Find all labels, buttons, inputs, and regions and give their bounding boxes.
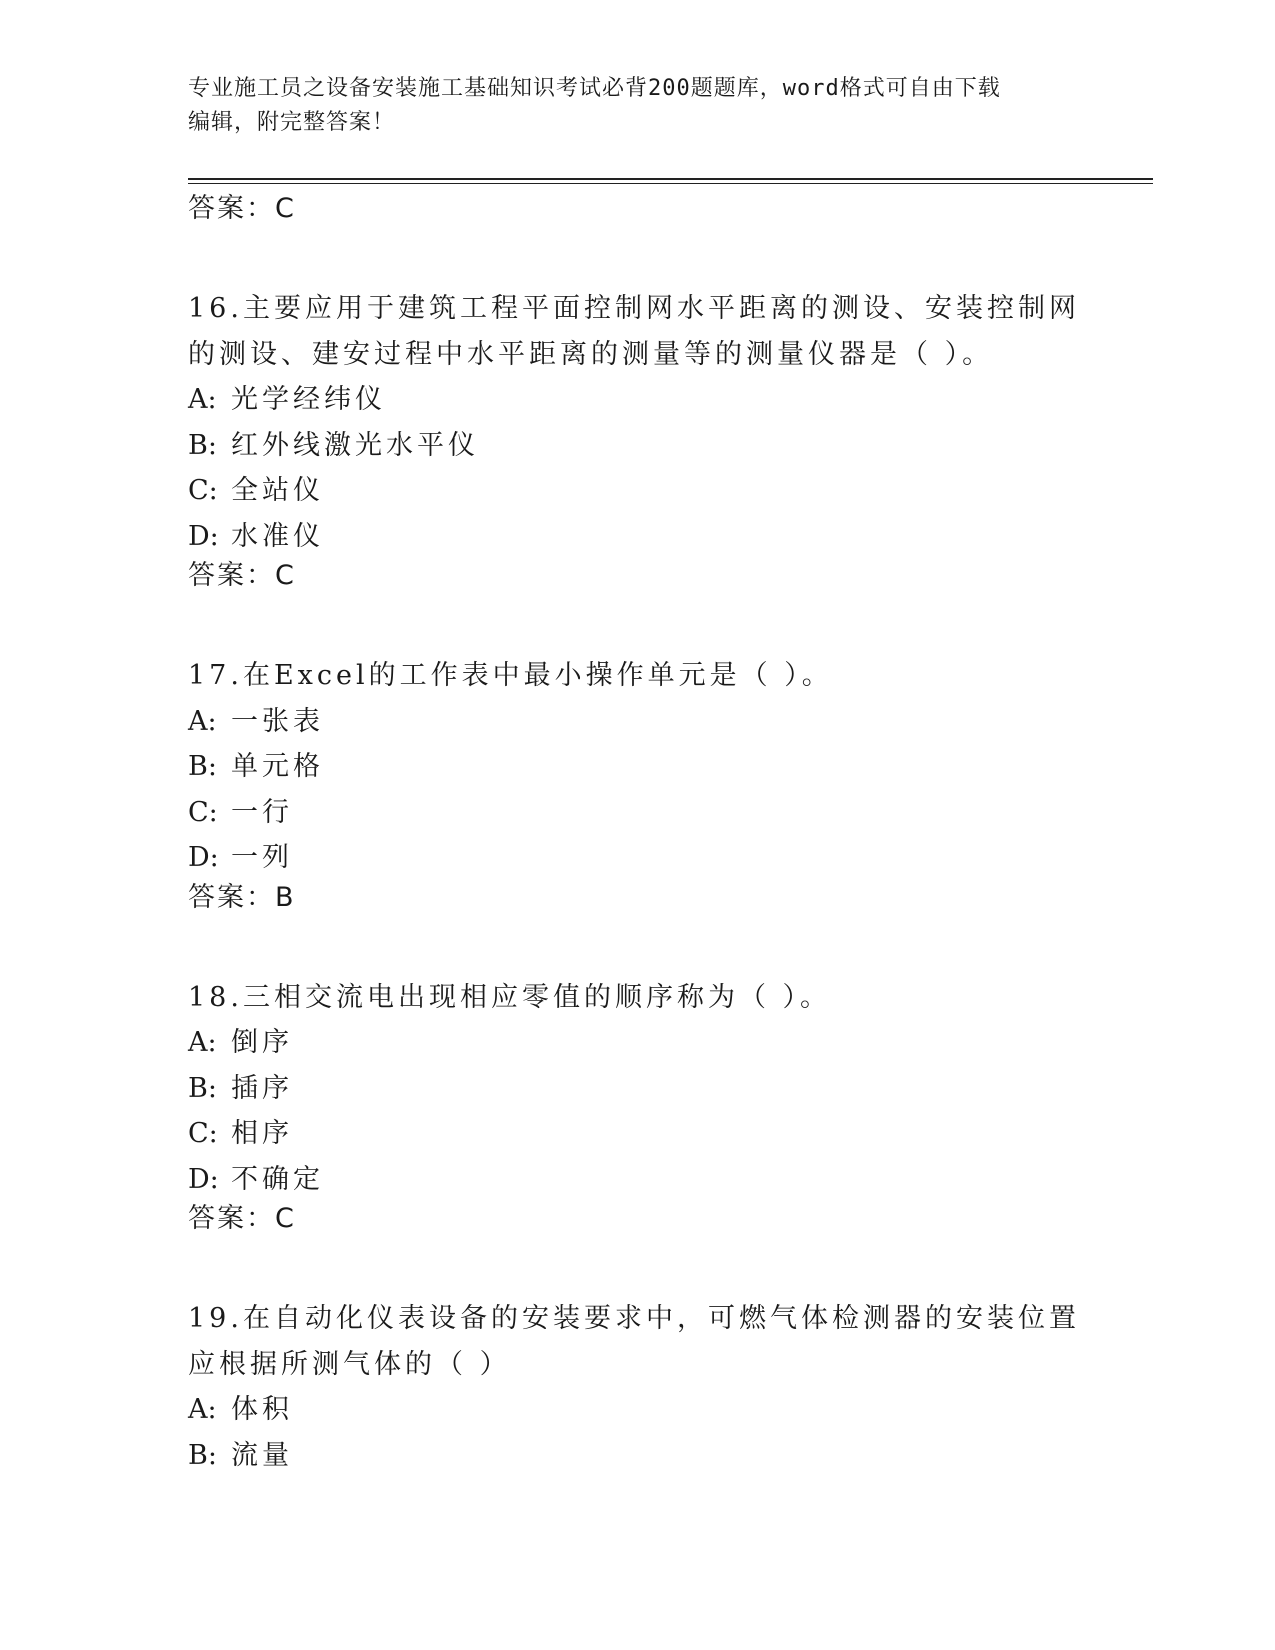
option-text: 体积 <box>231 1394 293 1425</box>
option-letter: C: <box>188 475 218 506</box>
option-letter: C: <box>188 796 218 828</box>
option-c <box>188 468 1088 514</box>
question-stem: 在自动化仪表设备的安装要求中，可燃气体检测器的安装位置应根据所测气体的（ ） <box>188 1303 1080 1380</box>
option-text: 倒序 <box>231 1027 293 1058</box>
option-letter: C: <box>188 1118 218 1149</box>
question-text <box>188 286 1088 377</box>
question-18 <box>188 975 1088 1237</box>
option-text: 红外线激光水平仪 <box>231 429 479 461</box>
option-letter: A: <box>188 705 217 737</box>
option-letter: A: <box>188 1394 217 1425</box>
option-letter: D: <box>188 1163 219 1195</box>
option-b <box>188 1433 1088 1479</box>
answer-line <box>188 881 1088 915</box>
question-stem: 在Excel的工作表中最小操作单元是（ ）。 <box>242 660 833 691</box>
header-line-1: 专业施工员之设备安装施工基础知识考试必背200题题库，word格式可自由下载 <box>188 76 1001 101</box>
option-letter: B: <box>188 751 217 782</box>
option-text: 水准仪 <box>231 520 324 552</box>
answer-line <box>188 559 1088 593</box>
header-rule-thin <box>188 183 1153 184</box>
option-b <box>188 1066 1088 1112</box>
question-16 <box>188 286 1088 593</box>
question-stem: 主要应用于建筑工程平面控制网水平距离的测设、安装控制网的测设、建安过程中水平距离的测量等的测量仪器是（ ）。 <box>188 293 1080 370</box>
option-a <box>188 1387 1088 1433</box>
option-a <box>188 1020 1088 1066</box>
option-letter: B: <box>188 429 217 461</box>
question-stem: 三相交流电出现相应零值的顺序称为（ ）。 <box>242 981 832 1013</box>
answer-value: C <box>275 560 294 591</box>
option-text: 单元格 <box>231 751 324 782</box>
question-number: 18. <box>188 981 243 1013</box>
option-d <box>188 1157 1088 1203</box>
option-a <box>188 377 1088 423</box>
question-text <box>188 653 1088 699</box>
header-rule-thick <box>188 178 1153 180</box>
option-letter: B: <box>188 1072 217 1104</box>
option-c <box>188 1111 1088 1157</box>
question-text <box>188 975 1088 1021</box>
option-b <box>188 744 1088 790</box>
answer-value: B <box>275 881 294 913</box>
answer-label: 答案： <box>188 881 275 913</box>
question-text <box>188 1296 1088 1387</box>
question-number: 17. <box>188 660 243 691</box>
document-header <box>188 72 1068 140</box>
option-text: 光学经纬仪 <box>231 384 386 415</box>
header-line-2: 编辑，附完整答案！ <box>188 110 396 135</box>
option-d <box>188 514 1088 560</box>
question-19 <box>188 1296 1088 1478</box>
option-text: 一行 <box>231 796 293 828</box>
option-letter: B: <box>188 1439 217 1471</box>
answer-value: C <box>275 193 294 224</box>
option-c <box>188 790 1088 836</box>
option-letter: A: <box>188 384 217 415</box>
option-a <box>188 699 1088 745</box>
option-b <box>188 423 1088 469</box>
option-text: 插序 <box>231 1072 293 1104</box>
question-number: 16. <box>188 293 243 324</box>
option-text: 一张表 <box>231 705 324 737</box>
option-letter: A: <box>188 1027 217 1058</box>
option-text: 一列 <box>231 842 293 873</box>
answer-value: C <box>275 1203 294 1234</box>
answer-line <box>188 192 1088 226</box>
question-17 <box>188 653 1088 915</box>
answer-label: 答案： <box>188 560 275 591</box>
option-text: 全站仪 <box>231 475 324 506</box>
option-letter: D: <box>188 842 219 873</box>
question-number: 19. <box>188 1303 243 1334</box>
answer-label: 答案： <box>188 1203 275 1234</box>
option-text: 相序 <box>231 1118 293 1149</box>
answer-label: 答案： <box>188 193 275 224</box>
answer-line <box>188 1202 1088 1236</box>
option-text: 不确定 <box>231 1163 324 1195</box>
option-letter: D: <box>188 520 219 552</box>
option-d <box>188 835 1088 881</box>
option-text: 流量 <box>231 1439 293 1471</box>
question-list <box>188 192 1088 1478</box>
